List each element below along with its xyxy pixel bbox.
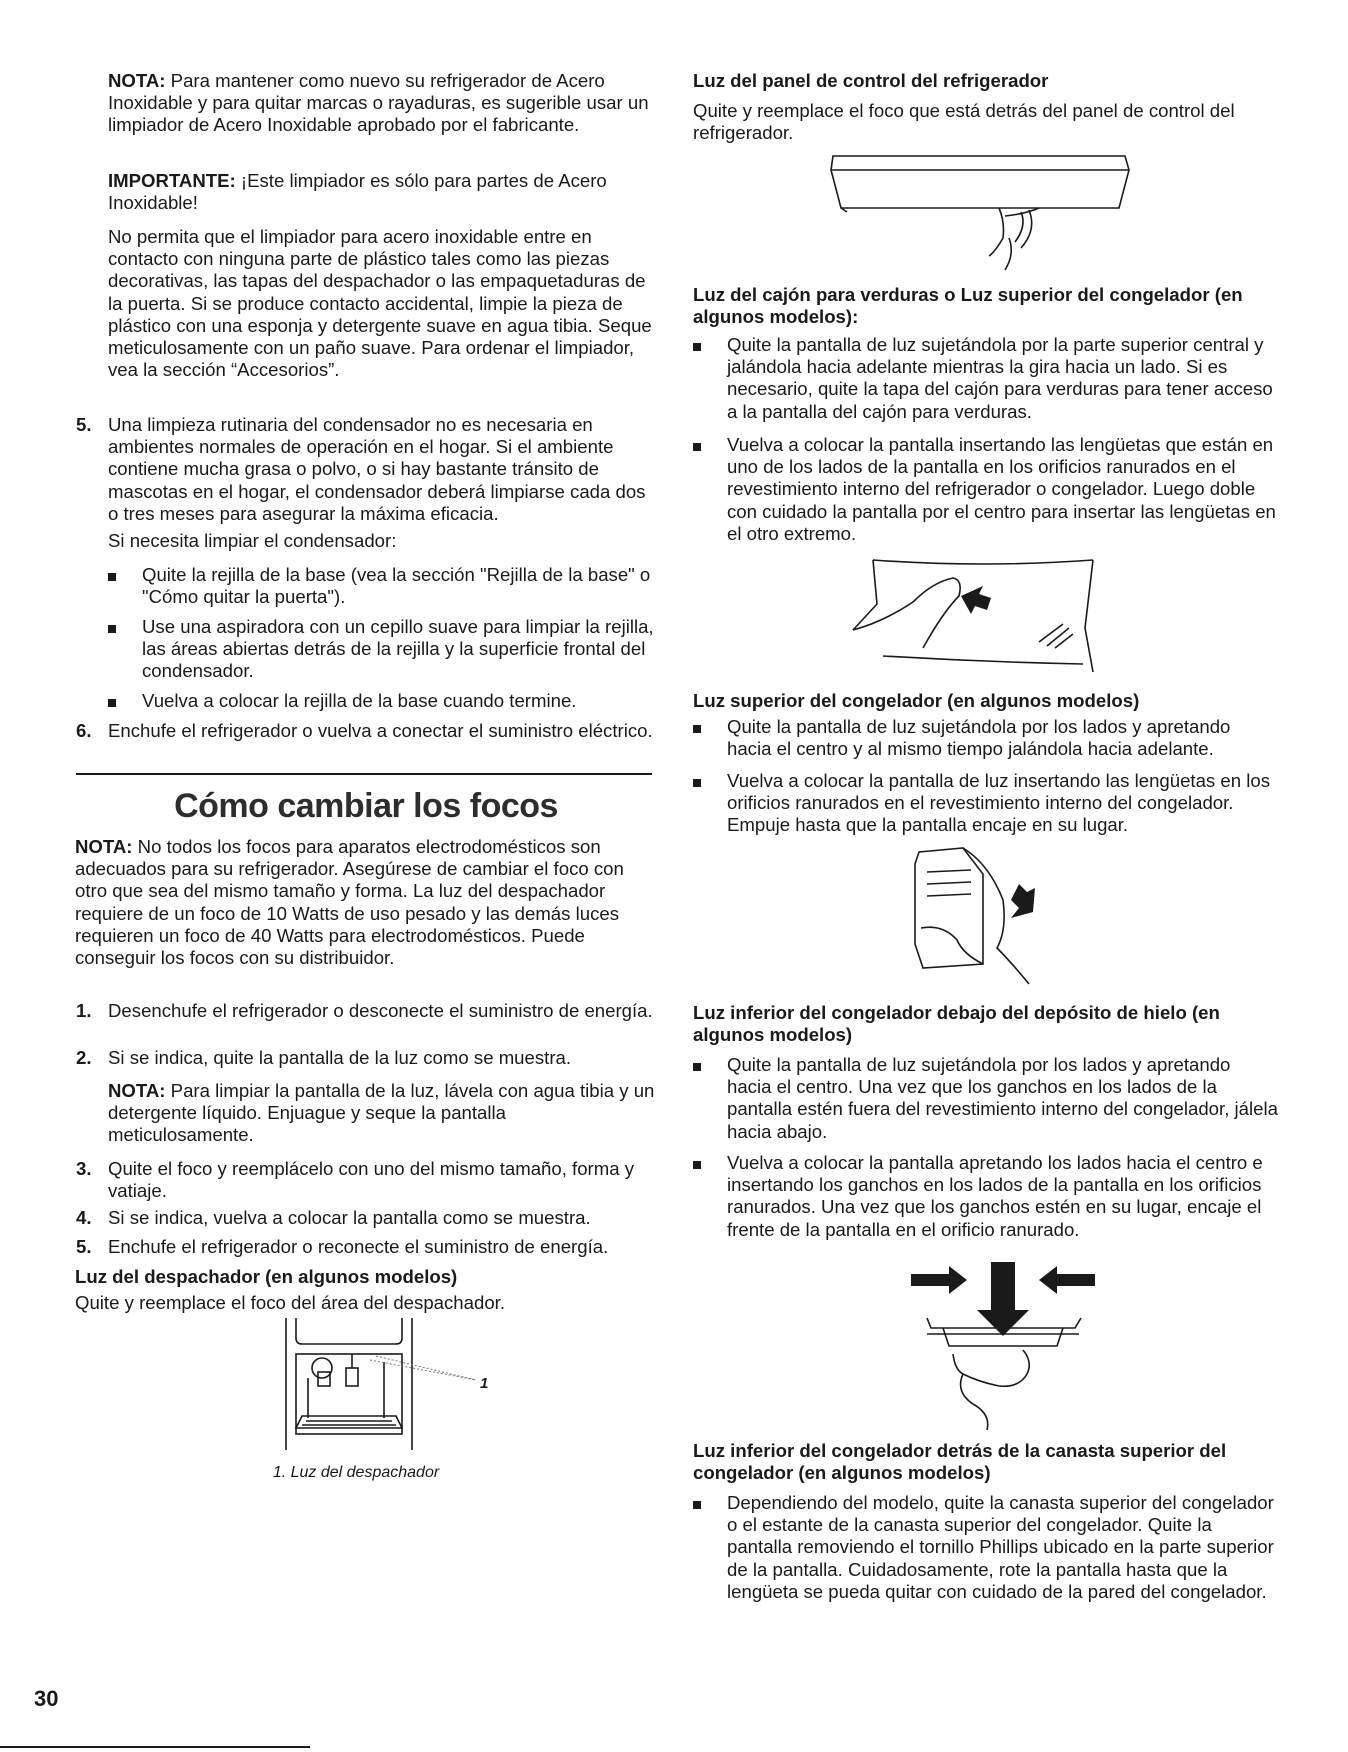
step-text: Si se indica, vuelva a colocar la pantalla como se muestra. [108, 1207, 591, 1228]
bullet-text: Quite la pantalla de luz sujetándola por los lados y apretando hacia el centro y al mismo tiempo jalándola hacia adelante. [727, 716, 1231, 760]
crisper-shield-illustration [843, 552, 1113, 682]
bullet-text: Use una aspiradora con un cepillo suave para limpiar la rejilla, las áreas abiertas detrás de la rejilla y la superficie frontal del condensador. [142, 616, 654, 682]
section-title: Cómo cambiar los focos [174, 787, 558, 825]
bullet-text: Quite la pantalla de luz sujetándola por la parte superior central y jalándola hacia adelante mientras la gira hacia un lado. Si es necesario, quite la tapa del cajón para verduras para tener acceso a la pantalla del cajón para verduras. [727, 334, 1273, 422]
section-divider [76, 773, 652, 775]
bullet-square-icon [108, 699, 116, 707]
bullet-text: Quite la pantalla de luz sujetándola por los lados y apretando hacia el centro. Una vez que los ganchos en los lados de la pantalla estén fuera del revestimiento interno del congelador, jálela hacia abajo. [727, 1054, 1278, 1142]
nota-text: No todos los focos para aparatos electrodomésticos son adecuados para su refrigerador. Asegúrese de cambiar el foco con otro que sea del mismo tamaño y forma. La luz del despachador requiere de un foco de 10 Watts de uso pesado y las demás luces requieren un foco de 40 Watts para electrodomésticos. Puede conseguir los focos con su distribuidor. [75, 836, 624, 969]
squeeze-arrow-left-icon [1039, 1266, 1095, 1294]
condenser-bullet [76, 690, 656, 712]
step-text: Si se indica, quite la pantalla de la luz como se muestra. [108, 1047, 572, 1068]
freezer-top-bullet [693, 716, 1278, 760]
step-number: 4. [76, 1207, 92, 1228]
bullet-square-icon [108, 625, 116, 633]
footer-rule [0, 1746, 310, 1748]
step-5-condenser [76, 414, 656, 525]
nota-stainless [76, 70, 656, 137]
freezer-top-light-heading: Luz superior del congelador (en algunos modelos) [693, 690, 1140, 711]
page-number: 30 [34, 1686, 59, 1711]
freezer-bottom-light-heading: Luz inferior del congelador debajo del depósito de hielo (en algunos modelos) [693, 1002, 1220, 1046]
bullet-square-icon [108, 573, 116, 581]
bullet-text: Quite la rejilla de la base (vea la sección "Rejilla de la base" o "Cómo quitar la puerta"). [142, 564, 651, 608]
freezer-top-bullet [693, 770, 1278, 837]
step-number: 6. [76, 720, 92, 741]
bullet-text: Vuelva a colocar la pantalla de luz insertando las lengüetas en los orificios ranurados en el revestimiento interno del congelador. Empuje hasta que la pantalla encaje en su lugar. [727, 770, 1271, 836]
step-3 [76, 1158, 656, 1202]
bullet-square-icon [693, 1063, 701, 1071]
nota-label: NOTA: [75, 836, 133, 857]
bullet-square-icon [693, 725, 701, 733]
panel-light-heading: Luz del panel de control del refrigerador [693, 70, 1049, 91]
panel-light-text: Quite y reemplace el foco que está detrás del panel de control del refrigerador. [693, 100, 1235, 144]
nota-text: Para mantener como nuevo su refrigerador de Acero Inoxidable y para quitar marcas o rayaduras, es sugerible usar un limpiador de Acero Inoxidable aprobado por el fabricante. [108, 70, 649, 136]
step-2 [76, 1047, 656, 1069]
nota-label: NOTA: [108, 70, 166, 91]
si-necesita-text: Si necesita limpiar el condensador: [108, 530, 397, 551]
step-text: Una limpieza rutinaria del condensador no es necesaria en ambientes normales de operación en el hogar. Si el ambiente contiene mucha grasa o polvo, o si hay bastante tránsito de mascotas en el hogar, el condensador deberá limpiarse cada dos o tres meses para asegurar la máxima eficacia. [108, 414, 646, 524]
step-number: 5. [76, 414, 92, 435]
freezer-bottom-shield-illustration [903, 1254, 1103, 1430]
nota-text: Para limpiar la pantalla de la luz, lávela con agua tibia y un detergente líquido. Enjuague y seque la pantalla meticulosamente. [108, 1080, 655, 1146]
freezer-top-shield-illustration [903, 844, 1063, 994]
step-number: 3. [76, 1158, 92, 1179]
bullet-text: Vuelva a colocar la pantalla insertando las lengüetas que están en uno de los lados de la pantalla en los orificios ranurados en el revestimiento interno del refrigerador o congelador. Luego doble con cuidado la pantalla por el centro para insertar las lengüetas en el otro extremo. [727, 434, 1276, 544]
dispenser-light-illustration [266, 1318, 546, 1458]
step-6-plug [76, 720, 656, 742]
bullet-square-icon [693, 1501, 701, 1509]
callout-number: 1 [480, 1375, 489, 1392]
step-number: 1. [76, 1000, 92, 1021]
bullet-square-icon [693, 779, 701, 787]
freezer-bottom-bullet [693, 1152, 1278, 1241]
control-panel-light-illustration [829, 146, 1139, 278]
rotate-arrow-icon [961, 586, 991, 614]
step-text: Desenchufe el refrigerador o desconecte el suministro de energía. [108, 1000, 653, 1021]
step-text: Enchufe el refrigerador o vuelva a conectar el suministro eléctrico. [108, 720, 653, 741]
bullet-text: Vuelva a colocar la pantalla apretando los lados hacia el centro e insertando los ganchos en los lados de la pantalla en los orificios ranurados. Una vez que los ganchos estén en su lugar, encaje el frente de la pantalla en el orificio ranurado. [727, 1152, 1263, 1240]
no-permita-text: No permita que el limpiador para acero inoxidable entre en contacto con ninguna parte de plástico tales como las piezas decorativas, las tapas del despachador o las empaquetaduras de la puerta. Si se produce contacto accidental, limpie la pieza de plástico con una esponja y detergente suave en agua tibia. Seque meticulosamente con un paño suave. Para ordenar el limpiador, vea la sección “Accesorios”. [108, 226, 652, 381]
step-number: 5. [76, 1236, 92, 1257]
freezer-basket-light-heading: Luz inferior del congelador detrás de la canasta superior del congelador (en algunos modelos) [693, 1440, 1227, 1484]
step-5 [76, 1236, 656, 1258]
step-number: 2. [76, 1047, 92, 1068]
nota-bulbs [75, 836, 656, 969]
importante-note [76, 170, 656, 214]
down-arrow-icon [977, 1262, 1029, 1336]
step-2-nota [76, 1080, 656, 1147]
crisper-light-heading: Luz del cajón para verduras o Luz superior del congelador (en algunos modelos): [693, 284, 1243, 328]
step-text: Quite el foco y reemplácelo con uno del mismo tamaño, forma y vatiaje. [108, 1158, 635, 1202]
pull-arrow-icon [1011, 884, 1035, 918]
step-1 [76, 1000, 656, 1022]
crisper-bullet [693, 334, 1278, 423]
condenser-bullet [76, 564, 656, 608]
importante-text: ¡Este limpiador es sólo para partes de Acero Inoxidable! [108, 170, 607, 214]
bullet-text: Dependiendo del modelo, quite la canasta superior del congelador o el estante de la canasta superior del congelador. Quite la pantalla removiendo el tornillo Phillips ubicado en la parte superior de la pantalla. Cuidadosamente, rote la pantalla hasta que la lengüeta se pueda quitar con cuidado de la pared del congelador. [727, 1492, 1274, 1602]
no-permita-paragraph [76, 226, 656, 381]
condenser-bullet [76, 616, 656, 683]
nota-label: NOTA: [108, 1080, 166, 1101]
despachador-text: Quite y reemplace el foco del área del despachador. [75, 1292, 505, 1313]
bullet-square-icon [693, 443, 701, 451]
freezer-basket-bullet [693, 1492, 1278, 1603]
crisper-bullet [693, 434, 1278, 545]
freezer-bottom-bullet [693, 1054, 1278, 1143]
step-4 [76, 1207, 656, 1229]
bullet-square-icon [693, 1161, 701, 1169]
step-text: Enchufe el refrigerador o reconecte el suministro de energía. [108, 1236, 609, 1257]
squeeze-arrow-right-icon [911, 1266, 967, 1294]
despachador-heading: Luz del despachador (en algunos modelos) [75, 1266, 458, 1287]
si-necesita [76, 530, 656, 552]
importante-label: IMPORTANTE: [108, 170, 236, 191]
figure-caption: 1. Luz del despachador [272, 1464, 440, 1481]
bullet-square-icon [693, 343, 701, 351]
bullet-text: Vuelva a colocar la rejilla de la base cuando termine. [142, 690, 577, 711]
